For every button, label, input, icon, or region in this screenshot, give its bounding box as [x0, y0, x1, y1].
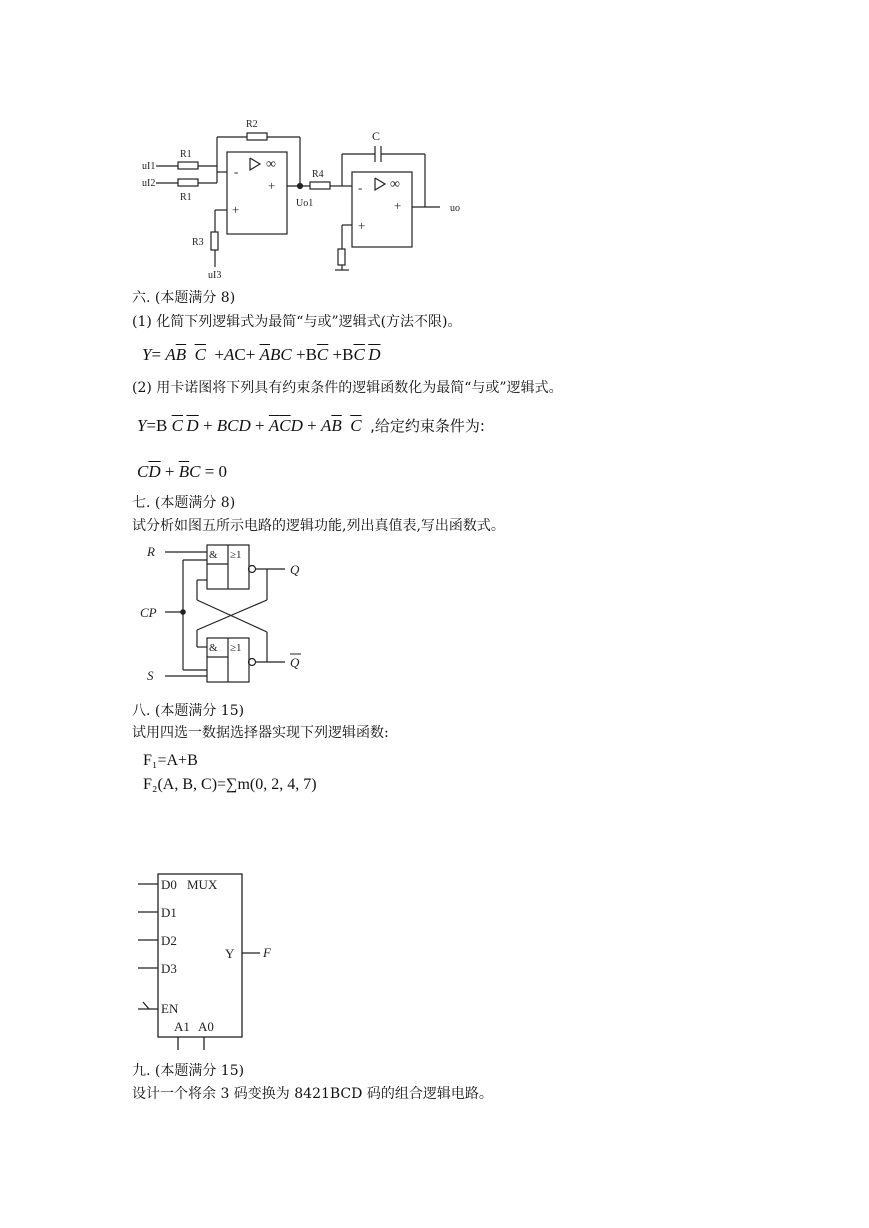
- r4-label: R4: [312, 169, 324, 180]
- qbar-output-label: Q: [290, 655, 300, 670]
- section9-heading: 九. (本题满分 15): [132, 1063, 245, 1079]
- section8-text: 试用四选一数据选择器实现下列逻辑函数:: [132, 725, 389, 741]
- mux-d2: D2: [161, 933, 177, 948]
- opamp1-inf: ∞: [266, 157, 276, 172]
- mux-d3: D3: [161, 961, 177, 976]
- formula-constraint: $C\overline{D} + \overline{B}C = 0$: [137, 462, 228, 481]
- or-symbol-bottom: ≥1: [230, 642, 242, 654]
- and-symbol-bottom: &: [209, 642, 218, 654]
- r1-bottom-label: R1: [180, 192, 192, 203]
- mux-title: MUX: [187, 877, 218, 892]
- section6-question2: (2) 用卡诺图将下列具有约束条件的逻辑函数化为最简“与或”逻辑式。: [132, 380, 563, 396]
- and-symbol-top: &: [209, 549, 218, 561]
- opamp-circuit-diagram: [130, 112, 470, 282]
- section9-text: 设计一个将余 3 码变换为 8421BCD 码的组合逻辑电路。: [132, 1086, 493, 1102]
- mux-diagram: [130, 868, 290, 1053]
- opamp1-out-plus: +: [268, 178, 276, 193]
- mux-f: F: [263, 945, 271, 960]
- ui1-label: uI1: [142, 161, 156, 172]
- opamp2-inf: ∞: [390, 177, 400, 192]
- constraint-text: ,给定约束条件为:: [370, 417, 485, 435]
- rs-latch-diagram: [135, 540, 335, 690]
- mux-y: Y: [225, 946, 235, 961]
- c-label: C: [372, 129, 381, 143]
- formula-y2: Y=B $\overline{C}$ $\overline{D}$ + BCD + $\overline{A}\overline{C}D + A\overline{B}$ $\overline{C}$ ,给定约束条件为:: [137, 416, 485, 435]
- uo1-label: Uo1: [296, 198, 314, 209]
- r1-top-label: R1: [180, 149, 192, 160]
- formula-f1: F₁=A+B: [143, 752, 198, 769]
- formula-f2: F₂(A, B, C)=∑m(0, 2, 4, 7): [143, 776, 317, 793]
- ui3-label: uI3: [208, 270, 222, 281]
- opamp1-plus: +: [232, 202, 240, 217]
- section7-text: 试分析如图五所示电路的逻辑功能,列出真值表,写出函数式。: [132, 518, 505, 534]
- opamp2-plus: +: [358, 218, 366, 233]
- uo-label: uo: [450, 203, 460, 214]
- opamp1-minus: -: [234, 164, 239, 179]
- r2-label: R2: [246, 119, 258, 130]
- q-output-label: Q: [290, 562, 300, 577]
- cp-input-label: CP: [140, 605, 157, 620]
- formula-y1: $Y= A\overline{B}$ $\overline{C} +AC+ \overline{A}BC +B\overline{C} +B\overline{C}$ $\overline{D}$: [142, 345, 381, 364]
- or-symbol-top: ≥1: [230, 549, 242, 561]
- mux-d1: D1: [161, 905, 177, 920]
- section6-question1: (1) 化简下列逻辑式为最简“与或”逻辑式(方法不限)。: [132, 314, 462, 330]
- opamp2-out-plus: +: [394, 198, 402, 213]
- section7-heading: 七. (本题满分 8): [132, 495, 236, 511]
- r3-label: R3: [192, 237, 204, 248]
- opamp2-minus: -: [358, 180, 363, 195]
- s-input-label: S: [147, 668, 154, 683]
- section8-heading: 八. (本题满分 15): [132, 703, 245, 719]
- mux-d0: D0: [161, 877, 177, 892]
- section6-heading: 六. (本题满分 8): [132, 290, 236, 306]
- mux-en: EN: [161, 1001, 179, 1016]
- r-input-label: R: [147, 544, 155, 559]
- ui2-label: uI2: [142, 178, 156, 189]
- mux-a0: A0: [198, 1019, 214, 1034]
- mux-a1: A1: [174, 1019, 190, 1034]
